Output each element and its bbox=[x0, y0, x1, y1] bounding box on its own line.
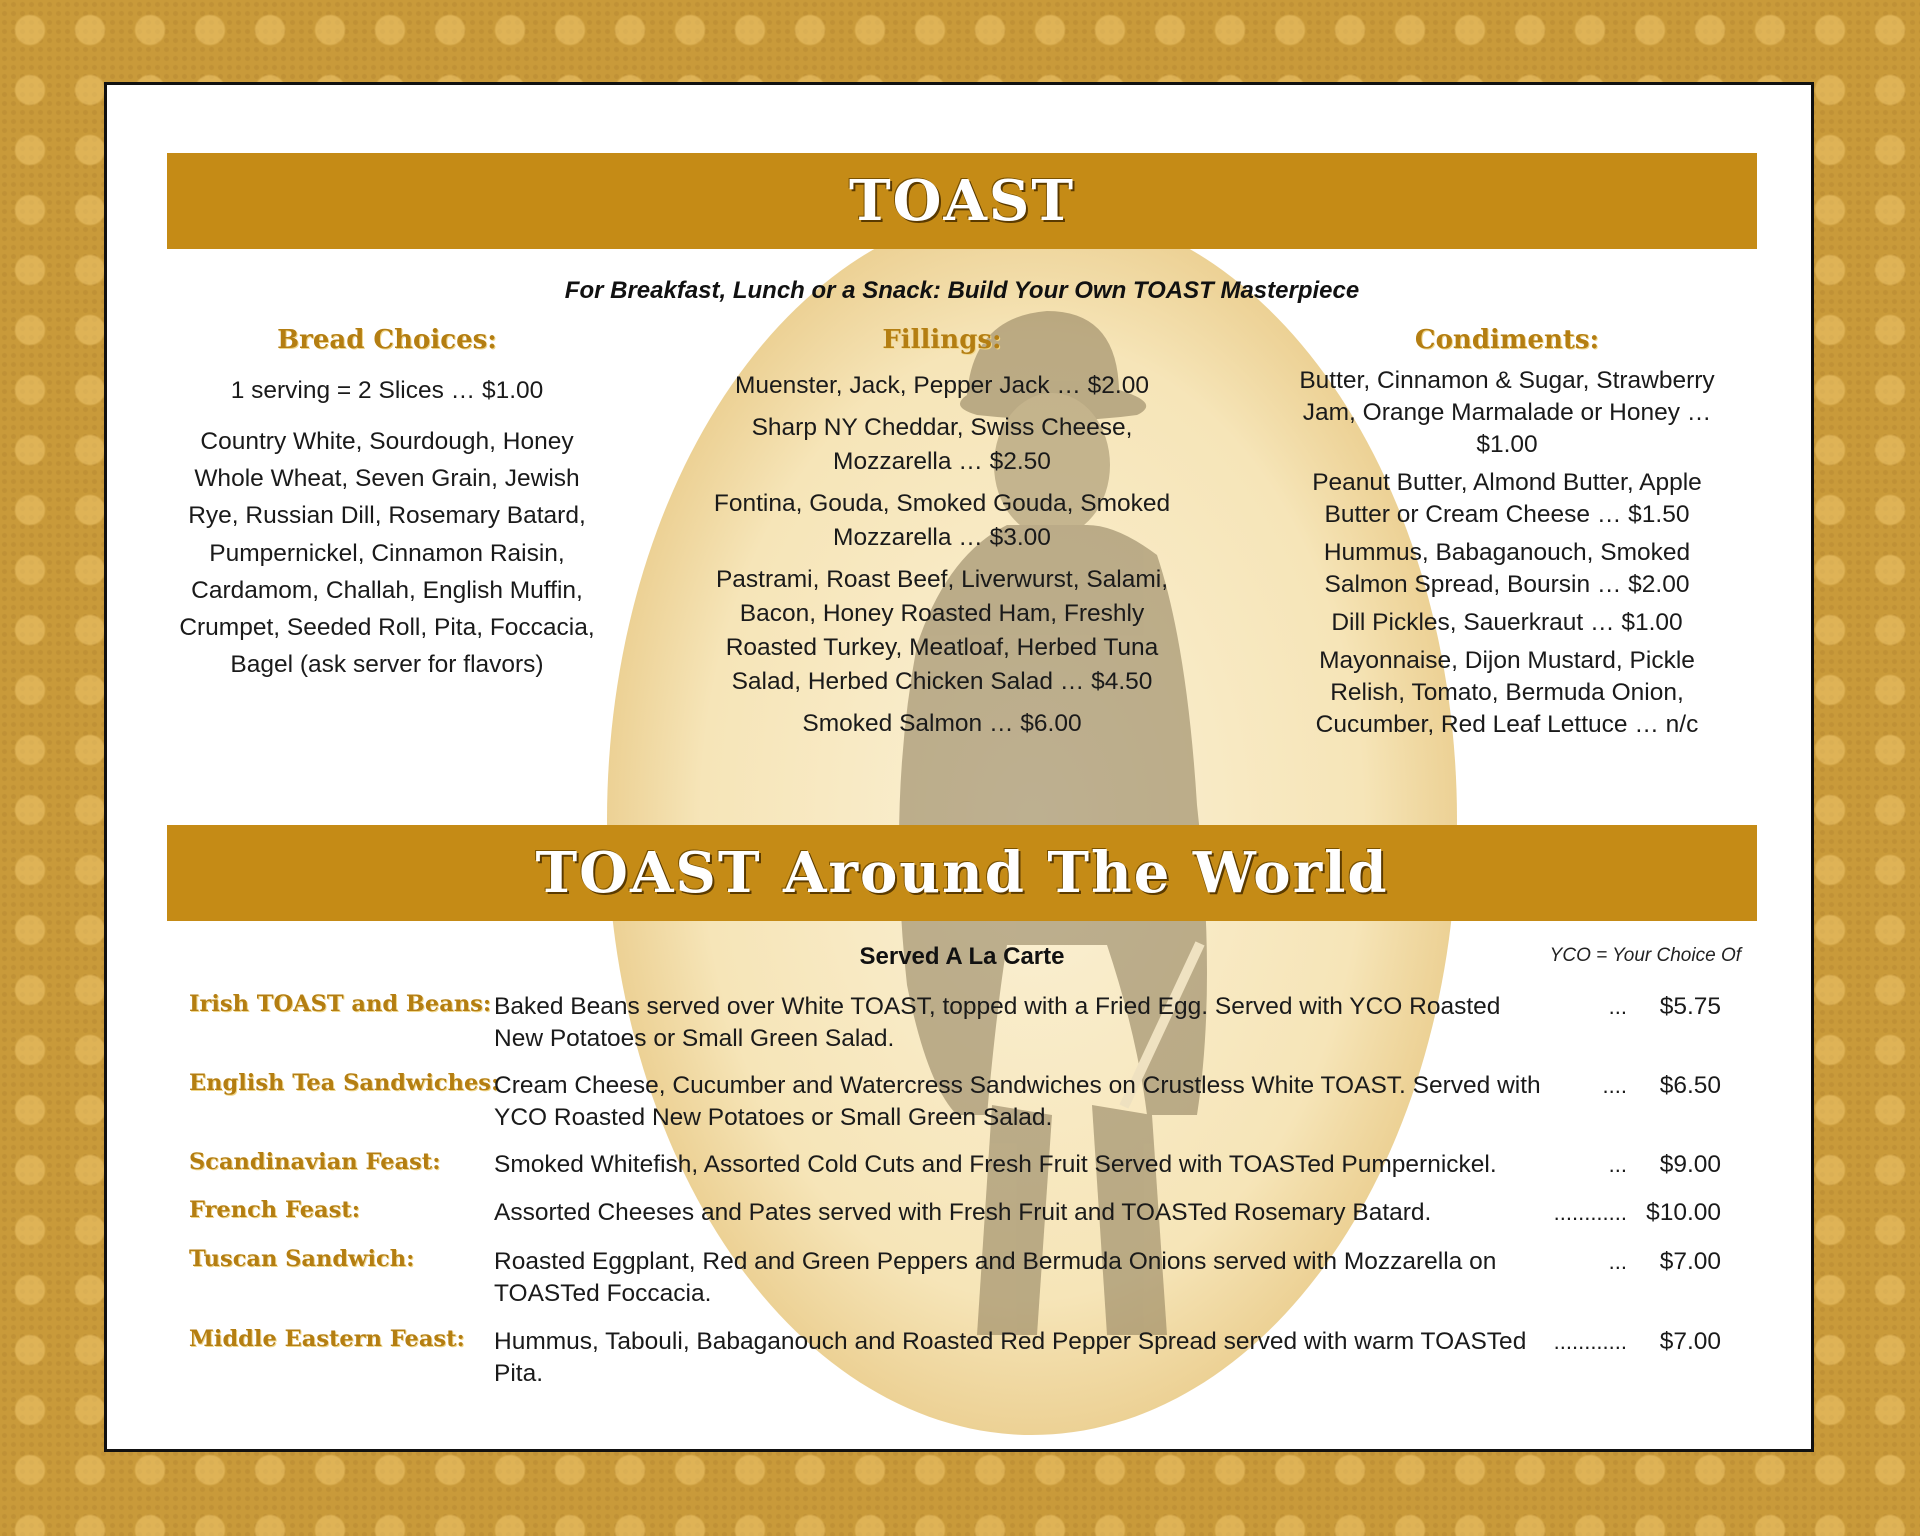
bread-choices-list: Country White, Sourdough, Honey Whole Wheat, Seven Grain, Jewish Rye, Russian Dill, Rosemary Batard, Pumpernickel, Cinnamon Raisin, Cardamom, Challah, English Muffin, Crumpet, Seeded Roll, Pita, Foccacia, Bagel (ask server for flavors) bbox=[179, 428, 595, 679]
condiments-column bbox=[1282, 325, 1732, 747]
dish-price: $5.75 bbox=[1659, 993, 1721, 1020]
dish-price: $7.00 bbox=[1659, 1328, 1721, 1355]
dish-name: Scandinavian Feast: bbox=[189, 1149, 441, 1175]
dish-name: Middle Eastern Feast: bbox=[189, 1326, 465, 1352]
dish-name: Tuscan Sandwich: bbox=[189, 1246, 415, 1272]
dish-name: English Tea Sandwiches: bbox=[189, 1070, 500, 1096]
bread-choices-column bbox=[177, 325, 597, 683]
filling-item: Muenster, Jack, Pepper Jack … $2.00 bbox=[735, 372, 1149, 399]
bread-choices-heading: Bread Choices: bbox=[277, 325, 497, 355]
filling-item: Sharp NY Cheddar, Swiss Cheese, Mozzarella … $2.50 bbox=[751, 414, 1133, 475]
dish-leader-dots: ............ bbox=[1553, 1200, 1627, 1225]
dish-price: $10.00 bbox=[1646, 1199, 1721, 1226]
dish-name: Irish TOAST and Beans: bbox=[189, 991, 492, 1017]
world-banner bbox=[167, 825, 1757, 921]
fillings-column bbox=[692, 325, 1192, 749]
dish-leader-dots: .... bbox=[1602, 1073, 1627, 1098]
dish-price: $6.50 bbox=[1659, 1072, 1721, 1099]
condiments-heading: Condiments: bbox=[1414, 325, 1600, 355]
dish-description: Baked Beans served over White TOAST, topped with a Fried Egg. Served with YCO Roasted New Potatoes or Small Green Salad. bbox=[494, 993, 1501, 1052]
fillings-list bbox=[692, 369, 1192, 741]
dish-price: $7.00 bbox=[1659, 1248, 1721, 1275]
menu-panel bbox=[104, 82, 1814, 1452]
dish-description: Hummus, Tabouli, Babaganouch and Roasted Red Pepper Spread served with warm TOASTed Pita. bbox=[494, 1328, 1527, 1387]
filling-item: Smoked Salmon … $6.00 bbox=[802, 710, 1082, 737]
dish-description: Smoked Whitefish, Assorted Cold Cuts and Fresh Fruit Served with TOASTed Pumpernickel. bbox=[494, 1151, 1497, 1178]
toast-banner bbox=[167, 153, 1757, 249]
world-banner-title: TOAST Around The World bbox=[535, 840, 1389, 906]
dish-price: $9.00 bbox=[1659, 1151, 1721, 1178]
condiment-item: Peanut Butter, Almond Butter, Apple Butter or Cream Cheese … $1.50 bbox=[1312, 469, 1702, 528]
filling-item: Pastrami, Roast Beef, Liverwurst, Salami, Bacon, Honey Roasted Ham, Freshly Roasted Turkey, Meatloaf, Herbed Tuna Salad, Herbed Chicken Salad … $4.50 bbox=[715, 566, 1169, 695]
dish-name: French Feast: bbox=[189, 1197, 361, 1223]
condiment-item: Hummus, Babaganouch, Smoked Salmon Spread, Boursin … $2.00 bbox=[1323, 539, 1691, 598]
dish-leader-dots: ... bbox=[1608, 994, 1627, 1019]
yco-note: YCO = Your Choice Of bbox=[1549, 945, 1741, 966]
condiment-item: Butter, Cinnamon & Sugar, Strawberry Jam, Orange Marmalade or Honey … $1.00 bbox=[1299, 367, 1715, 458]
a-la-carte-subtitle: Served A La Carte bbox=[859, 943, 1065, 970]
tagline: For Breakfast, Lunch or a Snack: Build Your Own TOAST Masterpiece bbox=[564, 277, 1360, 304]
dish-leader-dots: ............ bbox=[1553, 1329, 1627, 1354]
filling-item: Fontina, Gouda, Smoked Gouda, Smoked Mozzarella … $3.00 bbox=[713, 490, 1171, 551]
condiments-list bbox=[1282, 365, 1732, 741]
toast-banner-title: TOAST bbox=[848, 168, 1075, 234]
condiment-item: Mayonnaise, Dijon Mustard, Pickle Relish, Tomato, Bermuda Onion, Cucumber, Red Leaf Lettuce … n/c bbox=[1315, 647, 1699, 738]
condiment-item: Dill Pickles, Sauerkraut … $1.00 bbox=[1331, 609, 1683, 636]
fillings-heading: Fillings: bbox=[882, 325, 1002, 355]
dish-description: Assorted Cheeses and Pates served with Fresh Fruit and TOASTed Rosemary Batard. bbox=[494, 1199, 1432, 1226]
dish-leader-dots: ... bbox=[1608, 1152, 1627, 1177]
dish-leader-dots: ... bbox=[1608, 1249, 1627, 1274]
bread-serving-price: 1 serving = 2 Slices … $1.00 bbox=[230, 377, 544, 404]
dish-description: Roasted Eggplant, Red and Green Peppers and Bermuda Onions served with Mozzarella on TOASTed Foccacia. bbox=[494, 1248, 1497, 1307]
dish-description: Cream Cheese, Cucumber and Watercress Sandwiches on Crustless White TOAST. Served with YCO Roasted New Potatoes or Small Green Salad. bbox=[494, 1072, 1541, 1131]
